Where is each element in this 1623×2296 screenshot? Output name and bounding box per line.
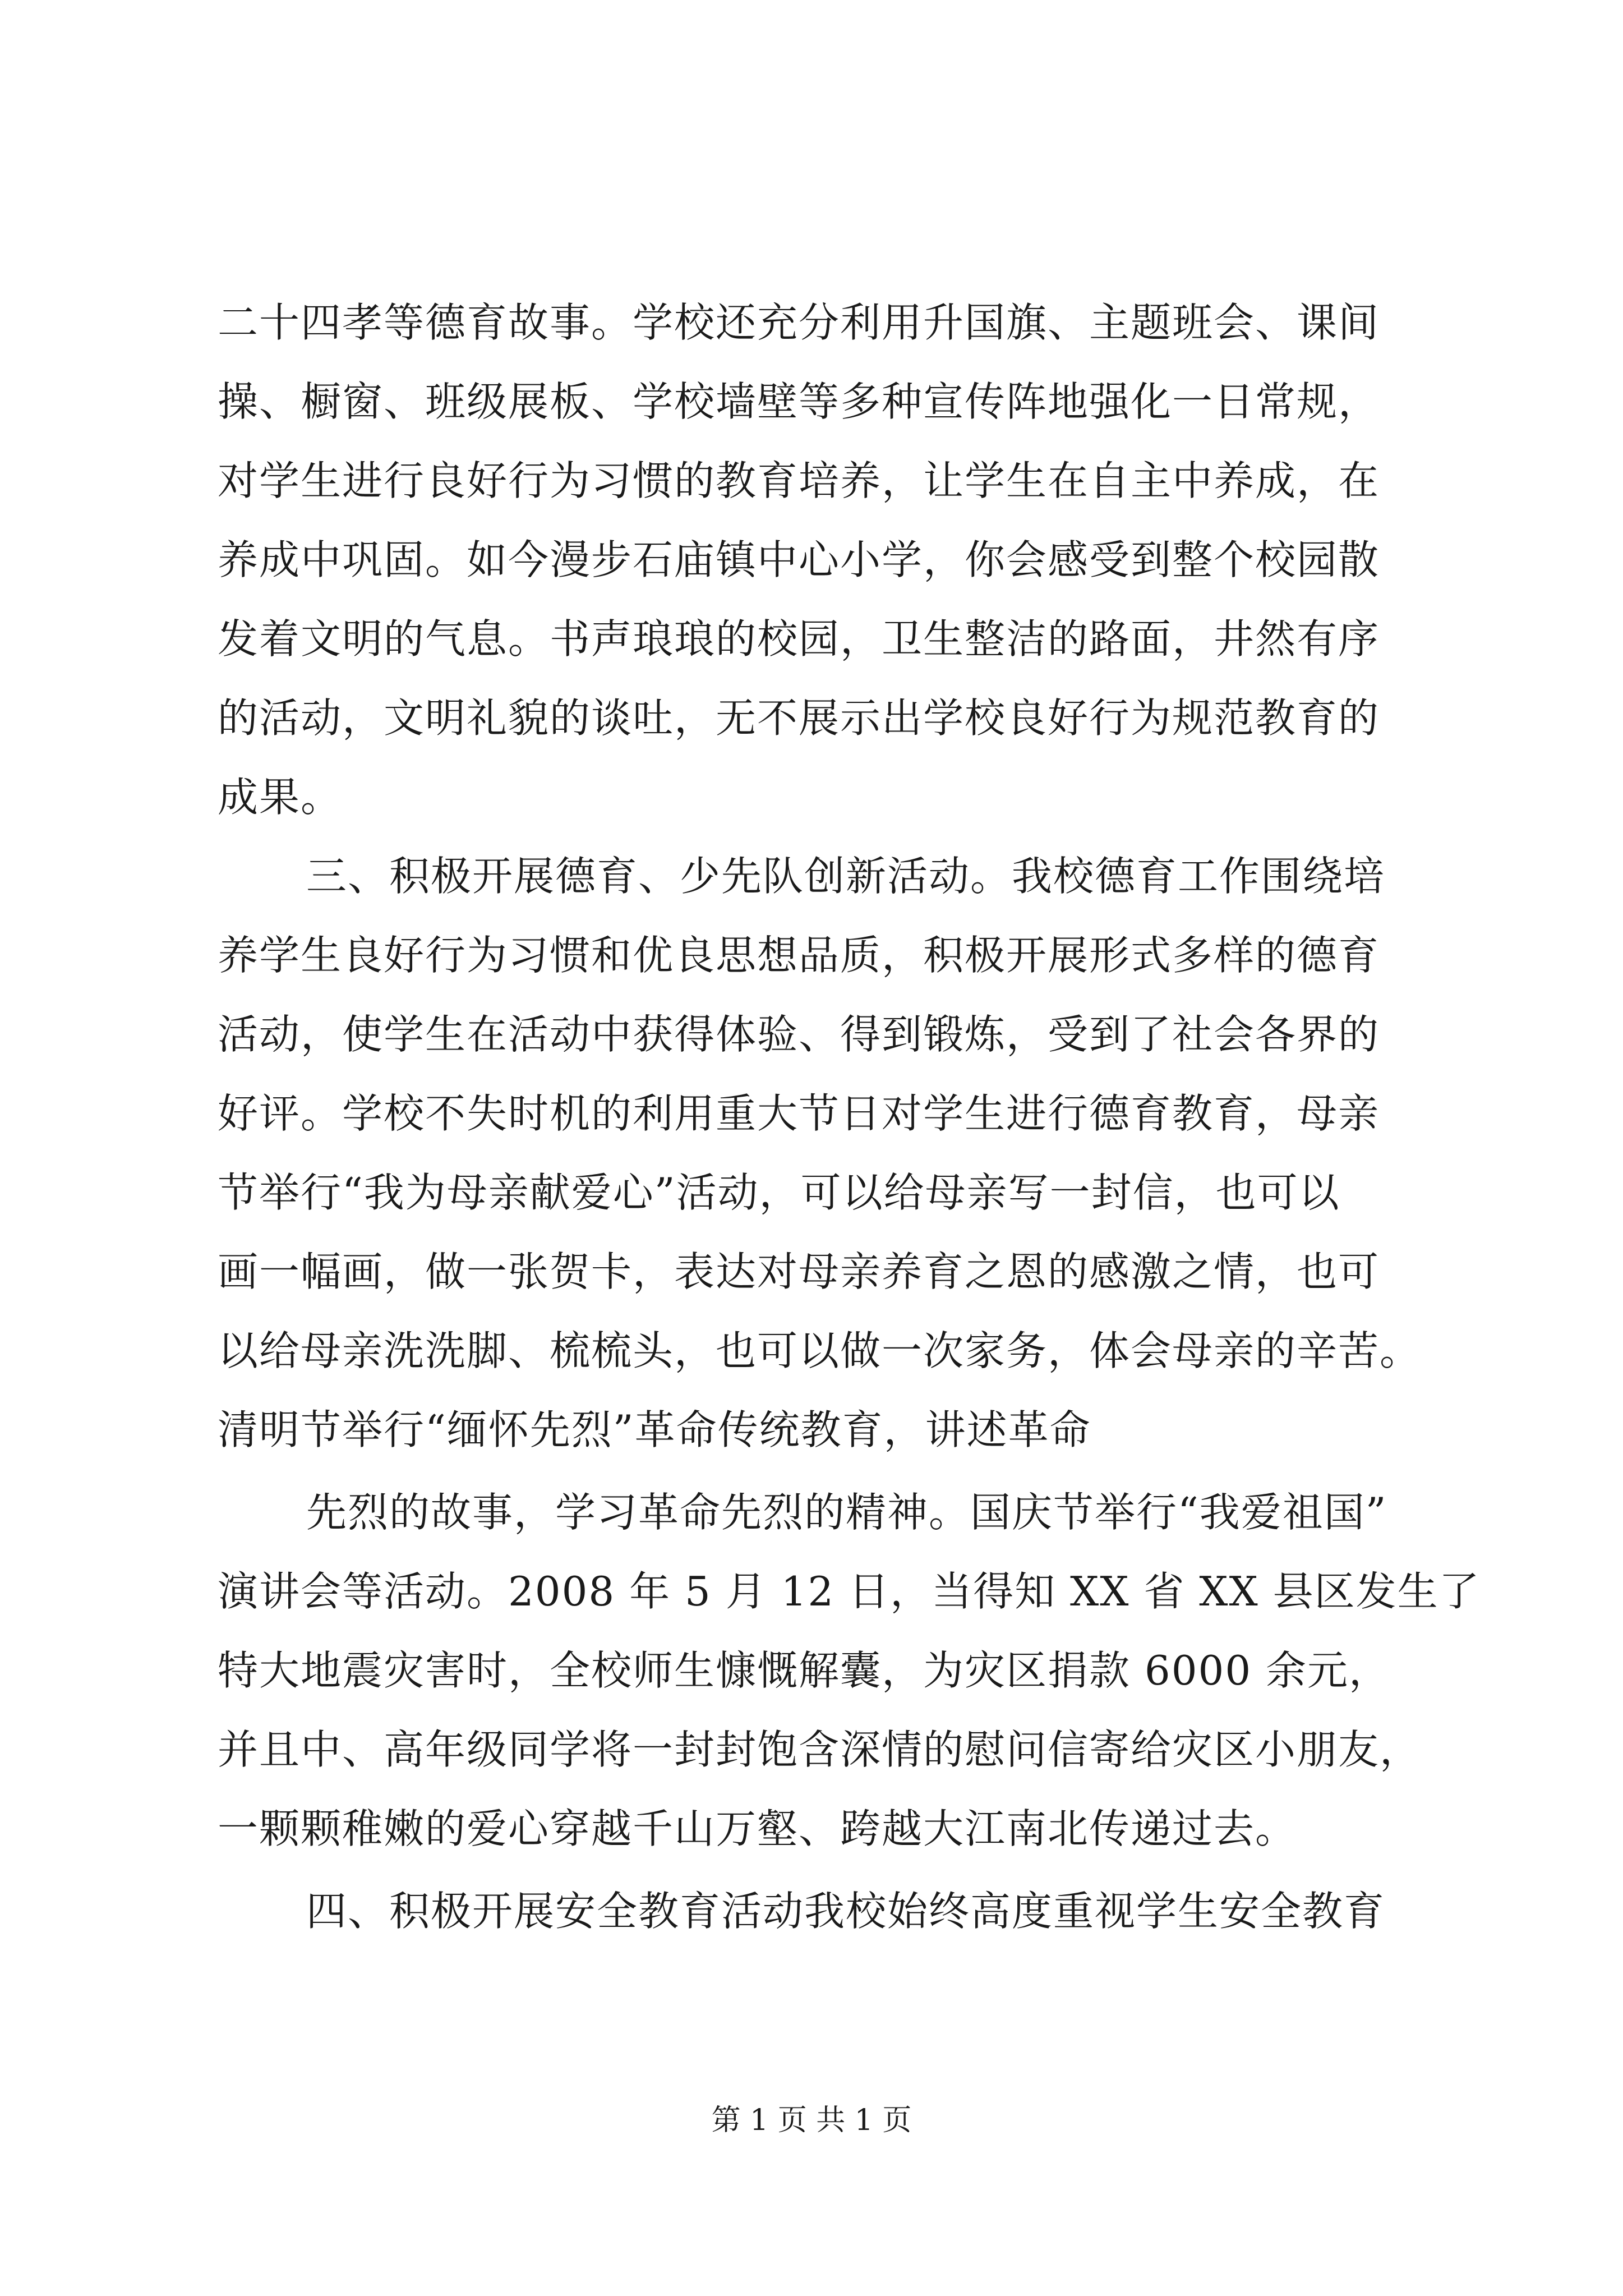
text-line: 对学生进行良好行为习惯的教育培养，让学生在自主中养成，在 bbox=[218, 457, 1380, 504]
text-line: 发着文明的气息。书声琅琅的校园，卫生整洁的路面，井然有序 bbox=[218, 615, 1380, 662]
text-line: 成果。 bbox=[218, 774, 343, 821]
text-line: 画一幅画，做一张贺卡，表达对母亲养育之恩的感激之情，也可 bbox=[218, 1248, 1380, 1295]
document-body bbox=[218, 283, 1481, 1951]
text-line: 清明节举行“缅怀先烈”革命传统教育，讲述革命 bbox=[218, 1406, 1091, 1453]
text-line: 的活动，文明礼貌的谈吐，无不展示出学校良好行为规范教育的 bbox=[218, 694, 1380, 742]
text-line: 一颗颗稚嫩的爱心穿越千山万壑、跨越大江南北传递过去。 bbox=[218, 1805, 1297, 1852]
text-line: 以给母亲洗洗脚、梳梳头，也可以做一次家务，体会母亲的辛苦。 bbox=[218, 1327, 1422, 1374]
text-line: 养成中巩固。如今漫步石庙镇中心小学，你会感受到整个校园散 bbox=[218, 536, 1380, 583]
text-line: 特大地震灾害时，全校师生慷慨解囊，为灾区捐款 6000 余元， bbox=[218, 1647, 1391, 1694]
page-number-label: 第 1 页 共 1 页 bbox=[711, 2104, 912, 2137]
paragraph-start-line: 四、积极开展安全教育活动我校始终高度重视学生安全教育 bbox=[306, 1888, 1386, 1935]
text-line: 活动，使学生在活动中获得体验、得到锻炼，受到了社会各界的 bbox=[218, 1011, 1380, 1058]
text-line: 养学生良好行为习惯和优良思想品质，积极开展形式多样的德育 bbox=[218, 932, 1380, 979]
text-line: 二十四孝等德育故事。学校还充分利用升国旗、主题班会、课间 bbox=[218, 299, 1380, 346]
text-line: 节举行“我为母亲献爱心”活动，可以给母亲写一封信，也可以 bbox=[218, 1169, 1340, 1216]
text-line: 并且中、高年级同学将一封封饱含深情的慰问信寄给灾区小朋友， bbox=[218, 1726, 1422, 1773]
page-footer bbox=[0, 2101, 1623, 2140]
paragraph-start-line: 先烈的故事，学习革命先烈的精神。国庆节举行“我爱祖国” bbox=[306, 1489, 1387, 1536]
text-line: 演讲会等活动。2008 年 5 月 12 日，当得知 XX 省 XX 县区发生了 bbox=[218, 1568, 1481, 1615]
text-line: 操、橱窗、班级展板、学校墙壁等多种宣传阵地强化一日常规， bbox=[218, 378, 1380, 425]
text-line: 好评。学校不失时机的利用重大节日对学生进行德育教育，母亲 bbox=[218, 1090, 1380, 1137]
paragraph-start-line: 三、积极开展德育、少先队创新活动。我校德育工作围绕培 bbox=[306, 853, 1386, 900]
